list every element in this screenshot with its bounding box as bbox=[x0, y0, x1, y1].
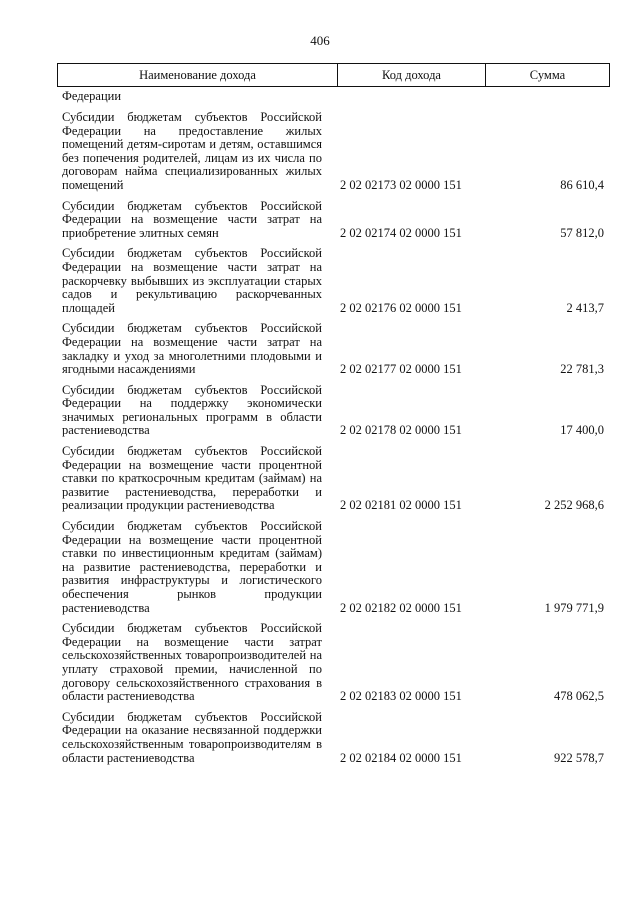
income-sum: 22 781,3 bbox=[560, 362, 604, 377]
income-code: 2 02 02181 02 0000 151 bbox=[340, 498, 462, 513]
table-body bbox=[62, 111, 608, 772]
page-number: 406 bbox=[310, 33, 330, 48]
income-name: Субсидии бюджетам субъектов Российской Федерации на оказание несвязанной поддержки сельскохозяйственным товаропроизводителям в области растениеводства bbox=[62, 709, 322, 765]
table-row bbox=[62, 322, 608, 376]
table-header bbox=[57, 63, 610, 87]
income-name: Субсидии бюджетам субъектов Российской Федерации на возмещение части затрат на закладку и уход за многолетними плодовыми и ягодными насаждениями bbox=[62, 321, 322, 377]
income-code: 2 02 02184 02 0000 151 bbox=[340, 750, 462, 765]
income-code: 2 02 02177 02 0000 151 bbox=[340, 362, 462, 377]
income-code: 2 02 02183 02 0000 151 bbox=[340, 689, 462, 704]
income-name: Субсидии бюджетам субъектов Российской Федерации на возмещение части процентной ставки по краткосрочным кредитам (займам) на развитие растениеводства, переработки и реализации продукции растениеводства bbox=[62, 444, 322, 513]
table-row bbox=[62, 445, 608, 513]
table-row bbox=[62, 247, 608, 315]
header-name: Наименование дохода bbox=[58, 64, 338, 86]
income-code: 2 02 02176 02 0000 151 bbox=[340, 300, 462, 315]
table-row bbox=[62, 111, 608, 193]
income-sum: 17 400,0 bbox=[560, 423, 604, 438]
income-name: Субсидии бюджетам субъектов Российской Федерации на возмещение части процентной ставки по инвестиционным кредитам (займам) на развитие растениеводства, переработки и развития инфраструктуры и логистического обеспечения рынков продукции растениеводства bbox=[62, 519, 322, 615]
header-sum: Сумма bbox=[529, 67, 566, 82]
table-row bbox=[62, 384, 608, 438]
table-row bbox=[62, 711, 608, 765]
continuation-text: Федерации bbox=[62, 89, 122, 103]
income-sum: 2 413,7 bbox=[566, 300, 604, 315]
income-code: 2 02 02173 02 0000 151 bbox=[340, 177, 462, 192]
income-sum: 57 812,0 bbox=[560, 225, 604, 240]
table-row bbox=[62, 520, 608, 615]
income-sum: 1 979 771,9 bbox=[544, 600, 604, 615]
income-name: Субсидии бюджетам субъектов Российской Федерации на возмещение части затрат сельскохозяйственных товаропроизводителей на уплату страховой премии, начисленной по договору сельскохозяйственного страхования в области растениеводства bbox=[62, 621, 322, 704]
table-row bbox=[62, 200, 608, 241]
income-name: Субсидии бюджетам субъектов Российской Федерации на возмещение части затрат на раскорчевку выбывших из эксплуатации старых садов и рекультивацию раскорчеванных площадей bbox=[62, 246, 322, 315]
header-code: Код дохода bbox=[338, 64, 486, 86]
income-sum: 478 062,5 bbox=[554, 689, 604, 704]
table-row bbox=[62, 622, 608, 704]
income-sum: 922 578,7 bbox=[554, 750, 604, 765]
income-name: Субсидии бюджетам субъектов Российской Федерации на поддержку экономически значимых региональных программ в области растениеводства bbox=[62, 382, 322, 438]
income-name: Субсидии бюджетам субъектов Российской Федерации на возмещение части затрат на приобретение элитных семян bbox=[62, 198, 322, 240]
income-code: 2 02 02174 02 0000 151 bbox=[340, 225, 462, 240]
income-sum: 86 610,4 bbox=[560, 177, 604, 192]
income-code: 2 02 02182 02 0000 151 bbox=[340, 600, 462, 615]
income-name: Субсидии бюджетам субъектов Российской Федерации на предоставление жилых помещений детям-сиротам и детям, оставшимся без попечения родителей, лицам из их числа по договорам найма специализированных жилых помещений bbox=[62, 110, 322, 192]
income-sum: 2 252 968,6 bbox=[544, 498, 604, 513]
income-code: 2 02 02178 02 0000 151 bbox=[340, 423, 462, 438]
